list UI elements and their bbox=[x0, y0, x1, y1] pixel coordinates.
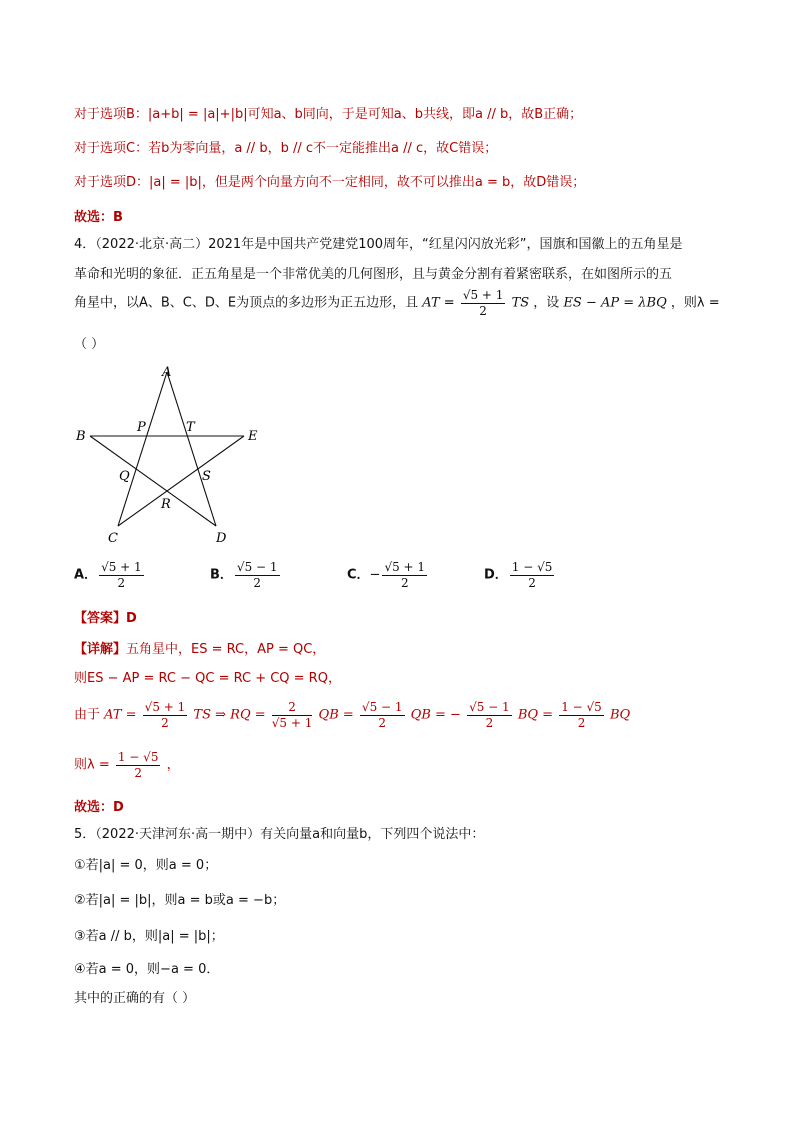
option-c-analysis: 对于选项C：若b为零向量，a // b，b // c不一定能推出a // c，故C错误； bbox=[74, 141, 498, 156]
label-c: C bbox=[108, 531, 118, 546]
q4-detail-3-frac-5 bbox=[559, 700, 604, 730]
q5-statement-4: ④若a = 0，则−a = 0． bbox=[74, 962, 220, 977]
q4-lambda-den: 2 bbox=[134, 766, 142, 780]
q4-detail-3-f3-den: 2 bbox=[378, 716, 387, 730]
q4-lambda-num: 1 − √5 bbox=[117, 750, 159, 764]
q4-detail-3-f5-den: 2 bbox=[577, 716, 586, 730]
label-d: D bbox=[216, 531, 227, 546]
label-t: T bbox=[186, 420, 195, 435]
q4-detail-3-e: BQ = bbox=[517, 707, 554, 723]
option-a-fraction bbox=[99, 560, 144, 590]
q4-detail-3-c: QB = bbox=[318, 707, 354, 723]
option-b-label: B． bbox=[210, 567, 233, 583]
option-b-analysis: 对于选项B：|a+b| = |a|+|b|可知a、b同向，于是可知a、b共线，即a // b，故B正确； bbox=[74, 107, 583, 122]
q4-detail-3-b: TS ⇒ RQ = bbox=[193, 707, 266, 723]
q5-statement-3: ③若a // b，则|a| = |b|； bbox=[74, 929, 224, 944]
option-a-label: A． bbox=[74, 567, 98, 583]
option-c-den: 2 bbox=[400, 576, 409, 590]
label-r: R bbox=[161, 497, 171, 512]
q4-golden-fraction bbox=[461, 288, 506, 318]
q4-answer: 【答案】D bbox=[74, 611, 137, 626]
q4-line-1: 4．（2022·北京·高二）2021年是中国共产党建党100周年，“红星闪闪放光彩”，国旗和国徽上的五角星是 bbox=[74, 237, 683, 252]
option-d-fraction bbox=[510, 560, 555, 590]
label-s: S bbox=[202, 469, 211, 484]
option-c-sign: − bbox=[369, 567, 381, 583]
option-c-label: C． bbox=[347, 567, 370, 583]
option-d-num: 1 − √5 bbox=[511, 560, 553, 574]
prev-answer: 故选：B bbox=[74, 210, 123, 225]
q4-detail-1-text: 五角星中，ES = RC，AP = QC， bbox=[126, 642, 326, 657]
label-q: Q bbox=[119, 469, 130, 484]
q4-detail-3-d: QB = − bbox=[410, 707, 461, 723]
q4-bracket: （ ） bbox=[74, 337, 105, 352]
q4-lambda-fraction bbox=[116, 750, 161, 780]
line-b-d bbox=[90, 436, 216, 526]
q4-detail-4 bbox=[74, 750, 180, 780]
q5-question: 其中的正确的有（ ） bbox=[74, 991, 196, 1006]
option-b-den: 2 bbox=[253, 576, 262, 590]
q4-line-2: 革命和光明的象征．正五角星是一个非常优美的几何图形，且与黄金分割有着紧密联系，在如图所示的五 bbox=[74, 267, 673, 282]
q4-detail-3-f4-den: 2 bbox=[485, 716, 494, 730]
q4-line-3-pre: 角星中，以A、B、C、D、E为顶点的多边形为正五边形，且 bbox=[74, 295, 419, 311]
label-p: P bbox=[137, 420, 146, 435]
q4-detail-head: 【详解】 bbox=[74, 642, 127, 657]
q4-detail-3-frac-2 bbox=[272, 700, 313, 730]
q4-vector-at: AT bbox=[422, 295, 440, 311]
option-c bbox=[347, 560, 429, 590]
q4-vector-ts: TS bbox=[511, 295, 530, 311]
q4-detail-3 bbox=[74, 700, 630, 730]
q4-vector-expression: ES − AP = λBQ bbox=[563, 295, 667, 311]
q4-detail-3-pre: 由于 bbox=[74, 707, 101, 723]
q4-detail-3-f1-num: √5 + 1 bbox=[144, 700, 186, 714]
q4-detail-3-f2-den: √5 + 1 bbox=[271, 716, 313, 730]
q4-detail-3-frac-3 bbox=[360, 700, 405, 730]
option-d-analysis: 对于选项D：|a| = |b|，但是两个向量方向不一定相同，故不可以推出a = b，故D错误； bbox=[74, 175, 586, 190]
q4-conclusion: 故选：D bbox=[74, 800, 124, 815]
q4-detail-3-f2-num: 2 bbox=[272, 700, 313, 716]
option-b-num: √5 − 1 bbox=[236, 560, 278, 574]
option-a-den: 2 bbox=[117, 576, 126, 590]
q4-eq: = bbox=[443, 295, 455, 311]
q4-detail-3-f5-num: 1 − √5 bbox=[561, 700, 602, 714]
option-b bbox=[210, 560, 282, 590]
option-a-num: √5 + 1 bbox=[101, 560, 142, 574]
q4-golden-num: √5 + 1 bbox=[462, 288, 504, 302]
label-a: A bbox=[162, 365, 172, 380]
q4-detail-4-post: ， bbox=[166, 757, 180, 773]
q5-line-1: 5．（2022·天津河东·高一期中）有关向量a和向量b，下列四个说法中： bbox=[74, 827, 485, 842]
line-c-e bbox=[118, 436, 244, 526]
q4-detail-3-a: AT = bbox=[104, 707, 137, 723]
q4-detail-3-f3-num: √5 − 1 bbox=[361, 700, 403, 714]
q4-line-3 bbox=[74, 288, 720, 318]
line-d-a bbox=[167, 372, 216, 526]
option-b-fraction bbox=[235, 560, 280, 590]
label-e: E bbox=[248, 429, 258, 444]
option-c-num: √5 + 1 bbox=[384, 560, 426, 574]
q4-detail-3-f4-num: √5 − 1 bbox=[469, 700, 510, 714]
q4-line-3-post: ，则λ = bbox=[670, 295, 720, 311]
option-d-den: 2 bbox=[528, 576, 536, 590]
q4-line-3-mid: ，设 bbox=[533, 295, 560, 311]
q4-detail-3-f1-den: 2 bbox=[161, 716, 169, 730]
q5-statement-1: ①若|a| = 0，则a = 0； bbox=[74, 858, 218, 873]
q4-detail-4-pre: 则λ = bbox=[74, 757, 110, 773]
q4-detail-1 bbox=[74, 638, 325, 657]
q5-statement-2: ②若|a| = |b|，则a = b或a = −b； bbox=[74, 893, 286, 908]
option-d bbox=[484, 560, 556, 590]
pentagram-figure bbox=[70, 360, 270, 550]
q4-detail-3-f: BQ bbox=[609, 707, 631, 723]
option-d-label: D． bbox=[484, 567, 508, 583]
q4-golden-den: 2 bbox=[479, 304, 487, 318]
option-c-fraction bbox=[382, 560, 427, 590]
q4-detail-3-frac-4 bbox=[467, 700, 512, 730]
q4-detail-2: 则ES − AP = RC − QC = RC + CQ = RQ， bbox=[74, 671, 341, 686]
q4-detail-3-frac-1 bbox=[143, 700, 188, 730]
line-a-c bbox=[118, 372, 167, 526]
label-b: B bbox=[76, 429, 86, 444]
option-a bbox=[74, 560, 146, 590]
